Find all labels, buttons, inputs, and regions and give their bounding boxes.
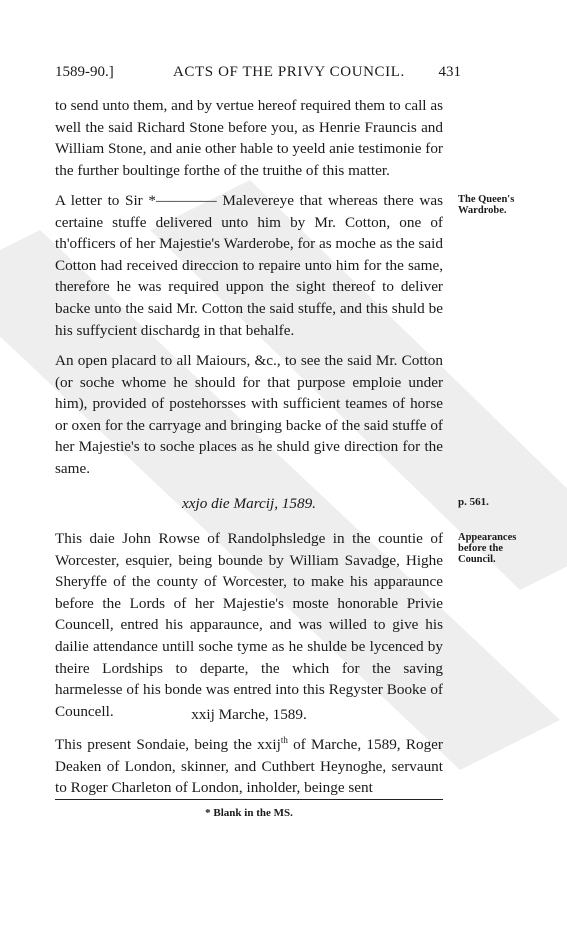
superscript-th: th (280, 734, 288, 745)
paragraph-letter-malevereye: A letter to Sir *———— Malevereye that whereas there was certaine stuffe delivered unto him by Mr. Cotton, one of th'officers of her Majestie's Warderobe, for as moche as the said Cotton had received direccion to repaire unto him for the same, therefore he was required uppon the sight thereof to deliver backe unto the said Mr. Cotton the said stuffe, and this shuld be his suffycient dischardg in that behalfe. (55, 192, 443, 339)
date-heading-xxij: xxij Marche, 1589. (191, 706, 307, 723)
margin-note-appearances: Appearances before the Council. (458, 532, 517, 565)
page-number: 431 (438, 64, 461, 80)
paragraph-sondaie-rest: of Marche, 1589, Roger Deaken of London, skinner, and Cuthbert Heynoghe, servaunt to Roger Charleton of London, inholder, beinge sent (55, 736, 443, 797)
date-heading-text: xxjo die Marcij, 1589. (182, 495, 316, 512)
header-years: 1589-90.] (55, 64, 114, 80)
paragraph-open-placard: An open placard to all Maiours, &c., to see the said Mr. Cotton (or soche whome he should for that purpose emploie under him), provided of postehorsses with sufficient teames of horse or oxen for the carryage and bringing backe of the said stuffe of her Majestie's to soche places as he shuld give direction for the same. (55, 352, 443, 477)
footnote-rule (55, 799, 443, 800)
paragraph-sondaie-start: This present Sondaie, being the xxij (55, 736, 281, 753)
header-title: ACTS OF THE PRIVY COUNCIL. (173, 64, 405, 80)
margin-page-reference: p. 561. (458, 496, 489, 508)
margin-note-wardrobe: The Queen's Wardrobe. (458, 194, 515, 216)
date-heading-xxj (55, 494, 443, 514)
paragraph-continuation: to send unto them, and by vertue hereof required them to call as well the said Richard Stone before you, as Henrie Frauncis and William Stone, and anie other hable to yeeld anie testimonie for the further boultinge forthe of the truithe of this matter. (55, 97, 443, 179)
paragraph-john-rowse: This daie John Rowse of Randolphsledge in the countie of Worcester, esquier, being bounde by William Savadge, Highe Sheryffe of the county of Worcester, to make his apparaunce before the Lords of her Majestie's moste honorable Privie Councell, entred his apparaunce, and was willed to give his dailie attendance untill soche tyme as he shulde be lycenced by theire Lordships to departe, the which for the saving harmelesse of his bonde was entred into this Regyster Booke of Councell. (55, 530, 443, 720)
paragraph-sondaie (55, 734, 443, 799)
footnote: * Blank in the MS. (205, 807, 293, 819)
